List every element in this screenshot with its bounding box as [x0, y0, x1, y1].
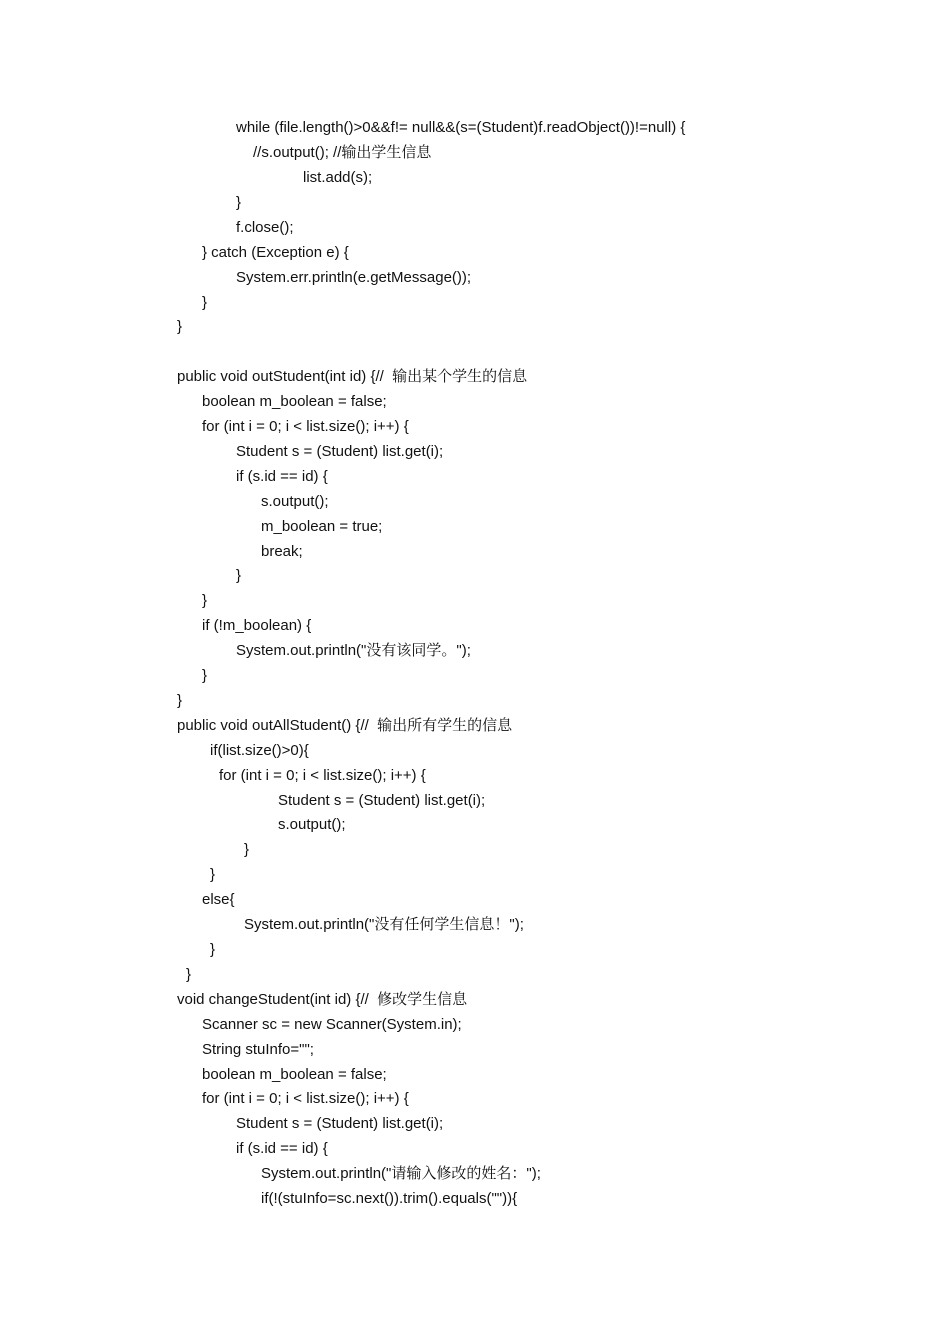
code-line: Scanner sc = new Scanner(System.in); — [202, 1016, 462, 1033]
code-line: } — [210, 941, 216, 958]
code-line: System.out.println("没有该同学。"); — [236, 642, 471, 659]
code-line: } — [210, 866, 216, 883]
code-line: Student s = (Student) list.get(i); — [278, 792, 486, 809]
code-line: if (s.id == id) { — [236, 1140, 328, 1157]
code-line: for (int i = 0; i < list.size(); i++) { — [202, 418, 409, 435]
code-line: void changeStudent(int id) {// 修改学生信息 — [177, 991, 468, 1008]
code-line: if(!(stuInfo=sc.next()).trim().equals("")){ — [261, 1190, 518, 1207]
code-line: } — [236, 194, 242, 211]
code-line: s.output(); — [261, 493, 329, 510]
code-line: Student s = (Student) list.get(i); — [236, 1115, 444, 1132]
code-line: //s.output(); //输出学生信息 — [253, 144, 432, 161]
code-line: } — [186, 966, 192, 983]
code-line: for (int i = 0; i < list.size(); i++) { — [219, 767, 426, 784]
code-line: break; — [261, 543, 303, 560]
code-line: System.out.println("没有任何学生信息！"); — [244, 916, 524, 933]
code-line: f.close(); — [236, 219, 294, 236]
code-line: while (file.length()>0&&f!= null&&(s=(Student)f.readObject())!=null) { — [236, 119, 686, 136]
code-line: } — [202, 592, 208, 609]
code-line: } — [236, 567, 242, 584]
code-line: for (int i = 0; i < list.size(); i++) { — [202, 1090, 409, 1107]
code-line: } — [244, 841, 250, 858]
code-line: } — [202, 294, 208, 311]
code-line: m_boolean = true; — [261, 518, 383, 535]
code-line: s.output(); — [278, 816, 346, 833]
code-line: } — [202, 667, 208, 684]
code-line: else{ — [202, 891, 235, 908]
code-line: if (!m_boolean) { — [202, 617, 312, 634]
code-line: if (s.id == id) { — [236, 468, 328, 485]
code-line: boolean m_boolean = false; — [202, 393, 387, 410]
code-line: boolean m_boolean = false; — [202, 1066, 387, 1083]
code-line: String stuInfo=""; — [202, 1041, 314, 1058]
code-line: } — [177, 692, 183, 709]
code-line: public void outStudent(int id) {// 输出某个学生的信息 — [177, 368, 528, 385]
code-line: } catch (Exception e) { — [202, 244, 349, 261]
code-line: } — [177, 318, 183, 335]
code-line: System.out.println("请输入修改的姓名："); — [261, 1165, 541, 1182]
code-line: Student s = (Student) list.get(i); — [236, 443, 444, 460]
code-line: System.err.println(e.getMessage()); — [236, 269, 472, 286]
code-line: public void outAllStudent() {// 输出所有学生的信息 — [177, 717, 513, 734]
code-line: list.add(s); — [303, 169, 373, 186]
code-line: if(list.size()>0){ — [210, 742, 309, 759]
